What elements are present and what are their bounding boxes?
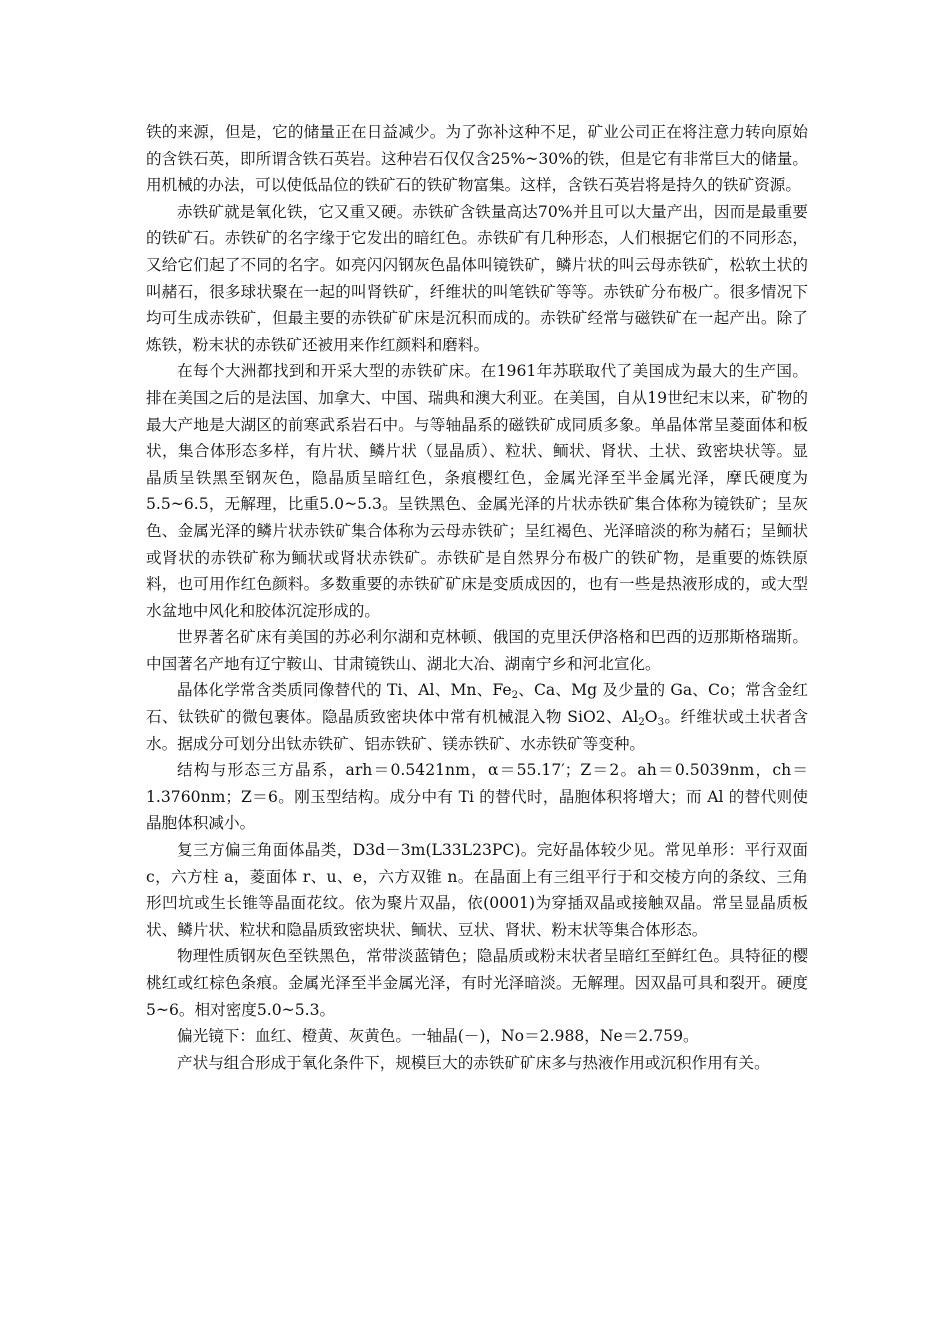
paragraph-polarized-light: 偏光镜下：血红、橙黄、灰黄色。一轴晶(－)，No＝2.988，Ne＝2.759。 <box>177 1027 699 1046</box>
paragraph-hematite-deposits: 在每个大洲都找到和开采大型的赤铁矿床。在1961年苏联取代了美国成为最大的生产国。排在美国之后的是法国、加拿大、中国、瑞典和澳大利亚。在美国，自从19世纪末以来，矿物的最大产地是大湖区的前寒武系岩石中。与等轴晶系的磁铁矿成同质多象。单晶体常呈菱面体和板状，集合体形态多样，有片状、鳞片状（显晶质）、粒状、鲕状、肾状、土状、致密块状等。显晶质呈铁黑至钢灰色，隐晶质呈暗红色，条痕樱红色，金属光泽至半金属光泽，摩氏硬度为5.5~6.5，无解理，比重5.0~5.3。呈铁黑色、金属光泽的片状赤铁矿集合体称为镜铁矿；呈灰色、金属光泽的鳞片状赤铁矿集合体称为云母赤铁矿；呈红褐色、光泽暗淡的称为赭石；呈鲕状或肾状的赤铁矿称为鲕状或肾状赤铁矿。赤铁矿是自然界分布极广的铁矿物，是重要的炼铁原料，也可用作红色颜料。多数重要的赤铁矿矿床是变质成因的，也有一些是热液形成的，或大型水盆地中风化和胶体沉淀形成的。 <box>146 362 808 620</box>
document-page <box>146 119 808 1076</box>
paragraph-famous-deposits: 世界著名矿床有美国的苏必利尔湖和克林顿、俄国的克里沃伊洛格和巴西的迈那斯格瑞斯。中国著名产地有辽宁鞍山、甘肃镜铁山、湖北大冶、湖南宁乡和河北宣化。 <box>146 628 808 673</box>
paragraph-crystal-chemistry: 晶体化学常含类质同像替代的 Ti、Al、Mn、$Fe_2$、Ca、Mg 及少量的 Ga、Co；常含金红石、钛铁矿的微包裹体。隐晶质致密块体中常有机械混入物 SiO2、$Al_2O_3$。纤维状或土状者含水。据成分可划分出钛赤铁矿、铝赤铁矿、镁赤铁矿、水赤铁矿等变种。 <box>146 681 808 753</box>
paragraph-iron-source: 铁的来源，但是，它的储量正在日益减少。为了弥补这种不足，矿业公司正在将注意力转向原始的含铁石英，即所谓含铁石英岩。这种岩石仅仅含25%~30%的铁，但是它有非常巨大的储量。用机械的办法，可以使低品位的铁矿石的铁矿物富集。这样，含铁石英岩将是持久的铁矿资源。 <box>146 123 808 195</box>
paragraph-crystal-class: 复三方偏三角面体晶类，D3d－3m(L33L23PC)。完好晶体较少见。常见单形：平行双面 c，六方柱 a，菱面体 r、u、e，六方双锥 n。在晶面上有三组平行于和交棱方向的条纹、三角形凹坑或生长锥等晶面花纹。依为聚片双晶，依(0001)为穿插双晶或接触双晶。常呈显晶质板状、鳞片状、粒状和隐晶质致密块状、鲕状、豆状、肾状、粉末状等集合体形态。 <box>146 841 808 939</box>
paragraph-physical-properties: 物理性质钢灰色至铁黑色，常带淡蓝锖色；隐晶质或粉末状者呈暗红至鲜红色。具特征的樱桃红或红棕色条痕。金属光泽至半金属光泽，有时光泽暗淡。无解理。因双晶可具和裂开。硬度5~6。相对密度5.0~5.3。 <box>146 947 808 1019</box>
paragraph-hematite-intro: 赤铁矿就是氧化铁，它又重又硬。赤铁矿含铁量高达70%并且可以大量产出，因而是最重要的铁矿石。赤铁矿的名字缘于它发出的暗红色。赤铁矿有几种形态，人们根据它们的不同形态，又给它们起了不同的名字。如亮闪闪钢灰色晶体叫镜铁矿，鳞片状的叫云母赤铁矿，松软土状的叫赭石，很多球状聚在一起的叫肾铁矿，纤维状的叫笔铁矿等等。赤铁矿分布极广。很多情况下均可生成赤铁矿，但最主要的赤铁矿矿床是沉积而成的。赤铁矿经常与磁铁矿在一起产出。除了炼铁，粉末状的赤铁矿还被用来作红颜料和磨料。 <box>146 202 808 354</box>
paragraph-occurrence: 产状与组合形成于氧化条件下，规模巨大的赤铁矿矿床多与热液作用或沉积作用有关。 <box>177 1053 770 1072</box>
paragraph-structure-morphology: 结构与形态三方晶系，arh＝0.5421nm，α＝55.17′；Z＝2。ah＝0.5039nm，ch＝1.3760nm；Z＝6。刚玉型结构。成分中有 Ti 的替代时，晶胞体积将增大；而 Al 的替代则使晶胞体积减小。 <box>146 761 808 833</box>
